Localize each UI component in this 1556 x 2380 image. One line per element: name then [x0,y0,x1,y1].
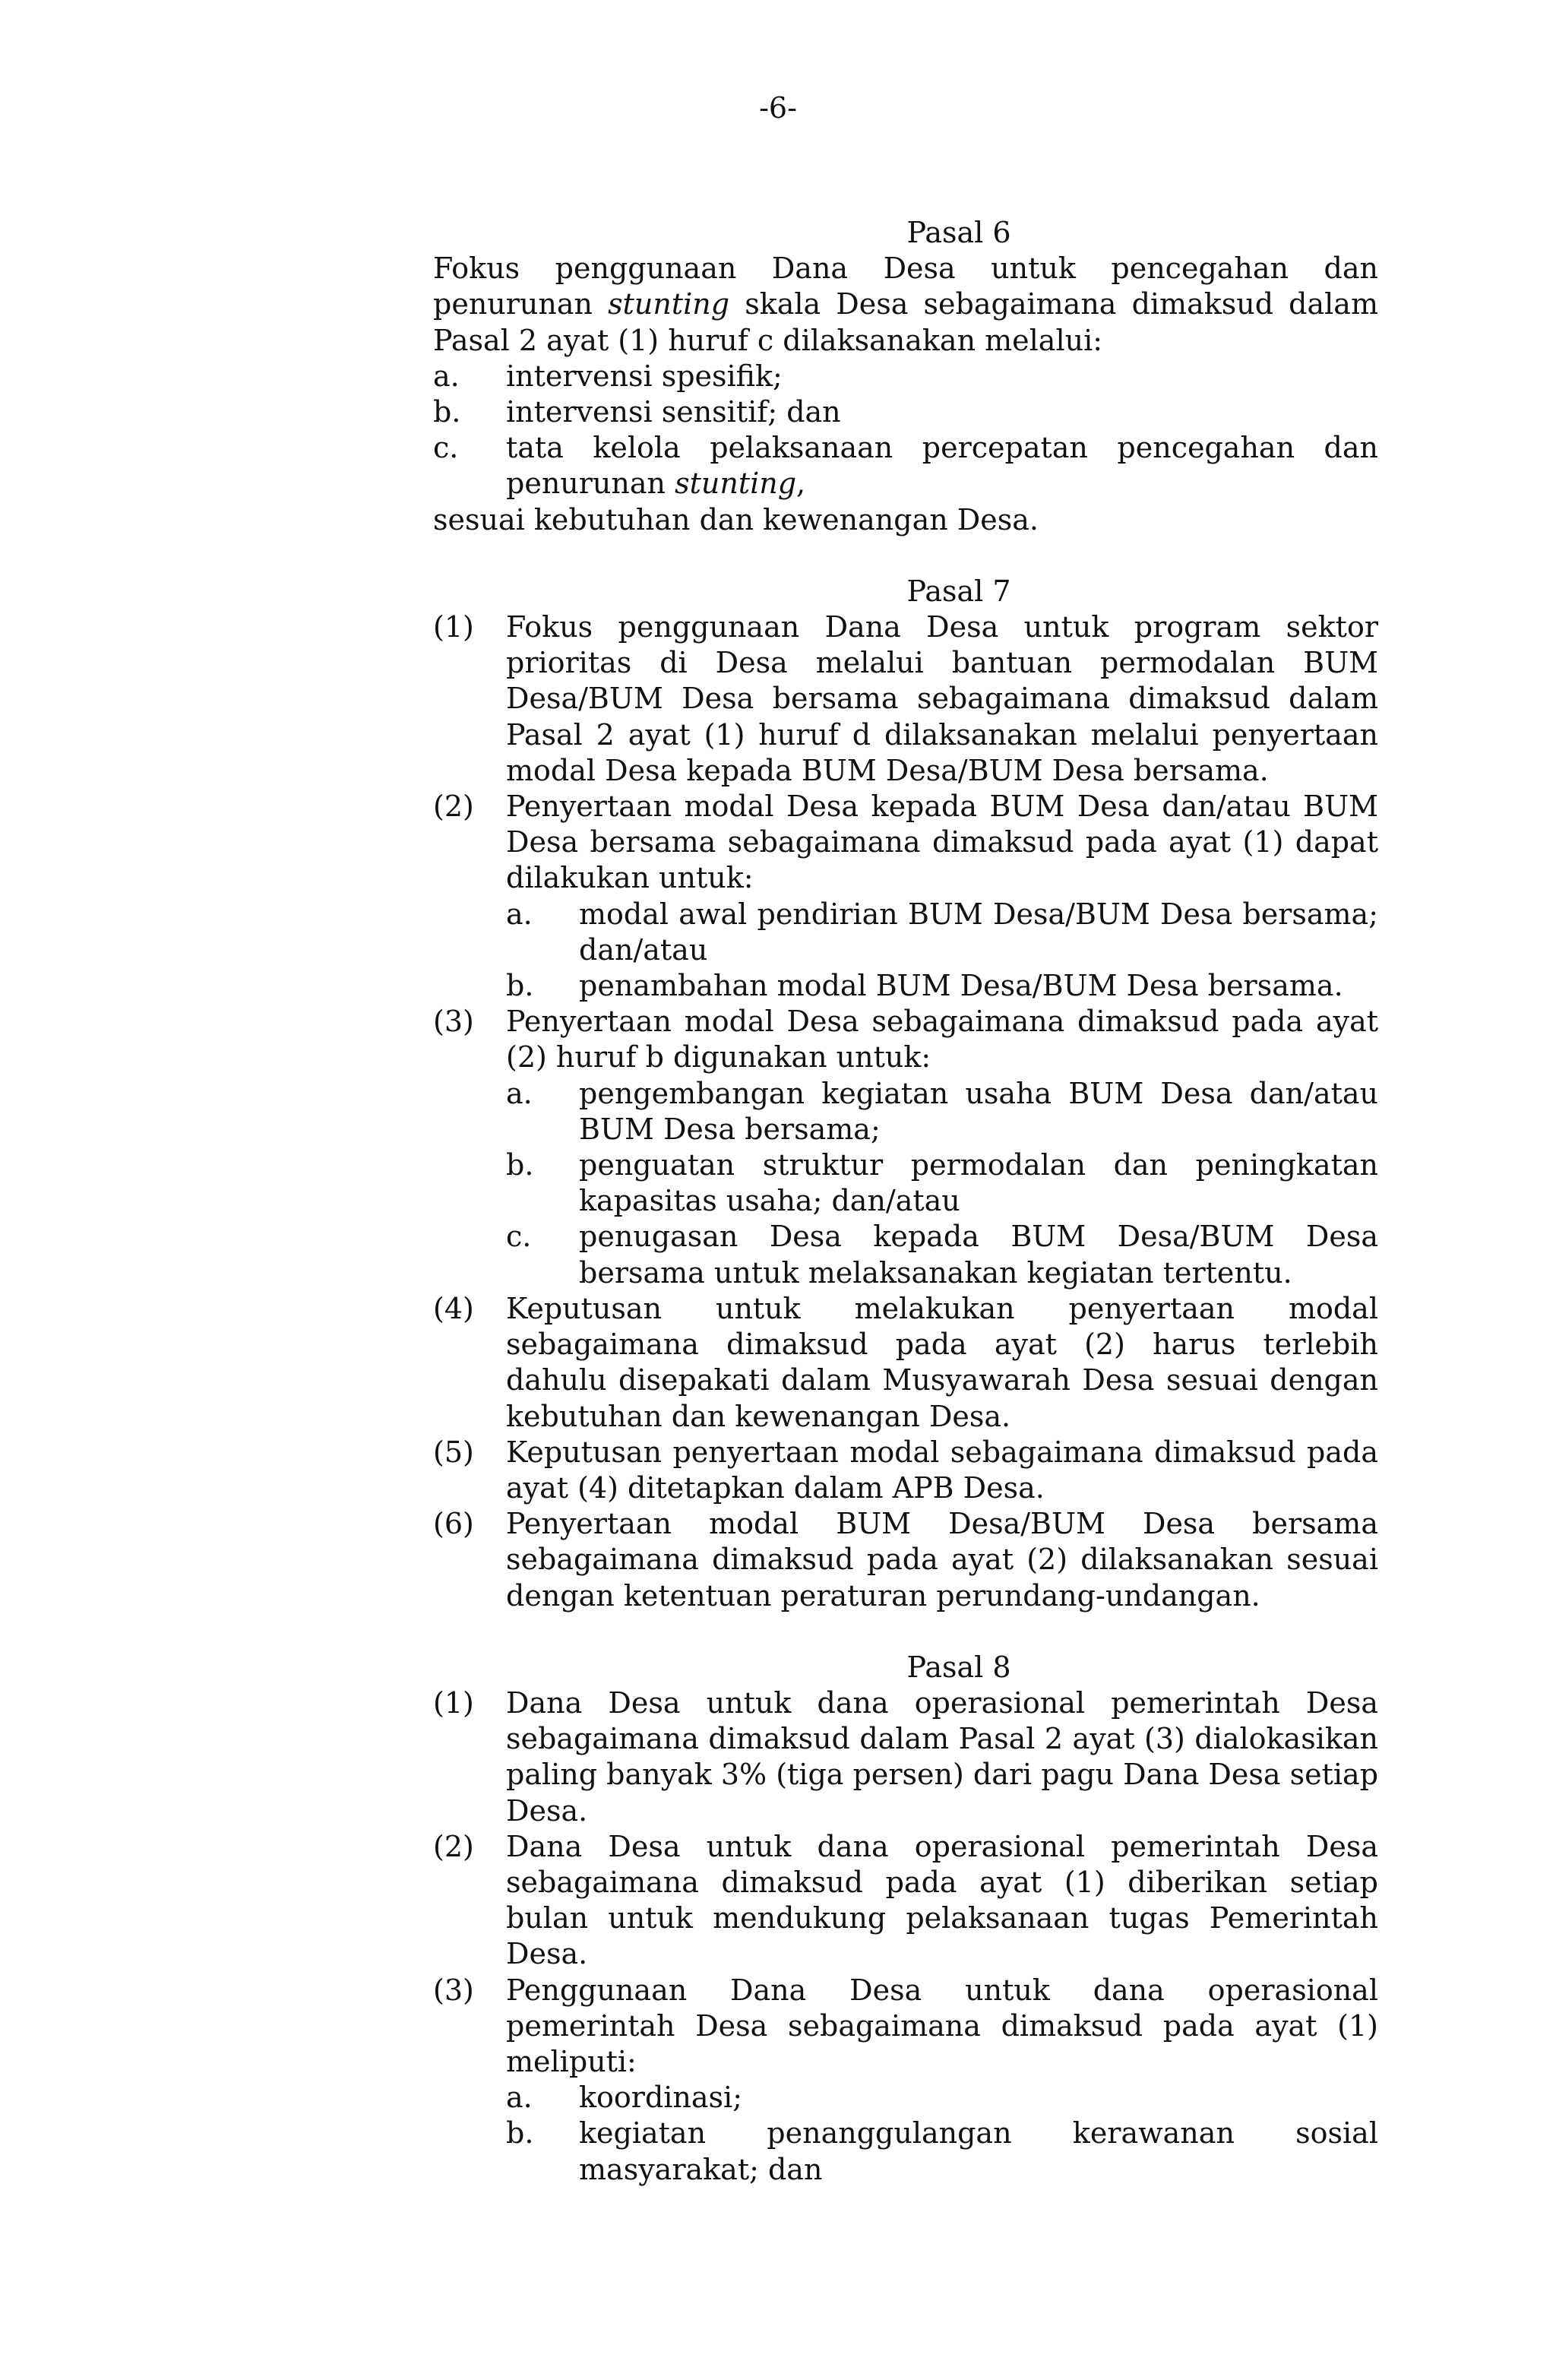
ayat-number: (3) [433,1005,474,1039]
list-item [506,897,1378,968]
ayat-number: (2) [433,790,474,824]
ayat-text: Dana Desa untuk dana operasional pemerintah Desa sebagaimana dimaksud dalam Pasal 2 ayat (3) dialokasikan paling banyak 3% (tiga persen) dari pagu Dana Desa setiap Desa. [506,1685,1379,1828]
item-text: pengembangan kegiatan usaha BUM Desa dan/atau BUM Desa bersama; [579,1076,1378,1146]
intro-text-part: penurunan [433,287,609,321]
ayat-content [506,1004,1378,1291]
item-text: modal awal pendirian BUM Desa/BUM Desa bersama; dan/atau [579,897,1378,967]
pasal-6-title: Pasal 6 [906,216,1011,249]
item-italic-term: stunting [675,467,797,501]
item-label: b. [506,1148,534,1182]
ayat-text: Keputusan untuk melakukan penyertaan modal sebagaimana dimaksud pada ayat (2) harus terlebih dahulu disepakati dalam Musyawarah Desa sesuai dengan kebutuhan dan kewenangan Desa. [506,1291,1378,1433]
pasal-6-intro-line-1: Fokus penggunaan Dana Desa untuk pencegahan dan [433,252,1378,286]
intro-text-part: skala Desa sebagaimana dimaksud dalam [729,287,1378,321]
item-text: koordinasi; [579,2081,743,2115]
pasal-6-intro-line-3: Pasal 2 ayat (1) huruf c dilaksanakan melalui: [433,323,1103,357]
item-label: a. [506,897,533,931]
list-item [433,394,1378,430]
ayat-content [506,789,1378,1004]
ayat-item [433,1973,1378,2188]
pasal-7-title: Pasal 7 [906,574,1011,608]
ayat-item [433,1829,1378,1973]
ayat-item [433,789,1378,1004]
ayat-number: (3) [433,1973,474,2007]
ayat-number: (5) [433,1435,474,1469]
list-item [506,968,1378,1004]
item-label: a. [433,359,460,393]
item-label: a. [506,1076,533,1110]
ayat-number: (6) [433,1507,474,1541]
ayat-item [433,609,1378,789]
ayat-text: Penggunaan Dana Desa untuk dana operasional pemerintah Desa sebagaimana dimaksud pada ayat (1) meliputi: [506,1973,1378,2078]
ayat-item [433,1291,1378,1435]
item-label: b. [433,395,461,429]
page-number: -6- [759,91,797,125]
intro-italic-term: stunting [608,287,730,321]
ayat-item [433,1004,1378,1291]
list-item [506,1219,1378,1290]
ayat-text: Penyertaan modal BUM Desa/BUM Desa bersama sebagaimana dimaksud pada ayat (2) dilaksanakan sesuai dengan ketentuan peraturan perundang-undangan. [506,1507,1378,1613]
ayat-number: (1) [433,1685,474,1720]
item-text-part: , [796,467,806,501]
item-text: kegiatan penanggulangan kerawanan sosial masyarakat; dan [579,2116,1378,2186]
item-text: penguatan struktur permodalan dan peningkatan kapasitas usaha; dan/atau [579,1148,1378,1218]
list-item [506,2116,1378,2187]
ayat-text: Keputusan penyertaan modal sebagaimana dimaksud pada ayat (4) ditetapkan dalam APB Desa. [506,1435,1378,1505]
ayat-text: Penyertaan modal Desa sebagaimana dimaksud pada ayat (2) huruf b digunakan untuk: [506,1005,1378,1074]
ayat-number: (2) [433,1829,474,1863]
ayat-text: Fokus penggunaan Dana Desa untuk program sektor prioritas di Desa melalui bantuan permodalan BUM Desa/BUM Desa bersama sebagaimana dimaksud dalam Pasal 2 ayat (1) huruf d dilaksanakan melalui penyertaan modal Desa kepada BUM Desa/BUM Desa bersama. [506,610,1378,787]
item-text: intervensi sensitif; dan [506,395,841,429]
ayat-text: Dana Desa untuk dana operasional pemerintah Desa sebagaimana dimaksud pada ayat (1) diberikan setiap bulan untuk mendukung pelaksanaan tugas Pemerintah Desa. [506,1829,1378,1971]
item-label: c. [433,431,459,465]
ayat-number: (1) [433,610,474,644]
pasal-6-intro-line-2 [433,286,1378,322]
item-text [506,430,1378,502]
pasal-8-title: Pasal 8 [906,1650,1011,1684]
list-item [506,1147,1378,1219]
list-item [506,1076,1378,1147]
item-label: b. [506,2116,534,2151]
ayat-item [433,1506,1378,1614]
item-label: c. [506,1220,532,1254]
pasal-6-closing: sesuai kebutuhan dan kewenangan Desa. [433,502,1039,536]
document-body [433,215,1378,2188]
list-item [506,2080,1378,2116]
item-label: b. [506,969,534,1003]
item-text: penugasan Desa kepada BUM Desa/BUM Desa bersama untuk melaksanakan kegiatan tertentu. [579,1220,1378,1290]
ayat-content [506,1973,1378,2188]
list-item [433,430,1378,502]
ayat-item [433,1435,1378,1506]
pasal-6-intro [433,251,1378,359]
ayat-text: Penyertaan modal Desa kepada BUM Desa dan/atau BUM Desa bersama sebagaimana dimaksud pada ayat (1) dapat dilakukan untuk: [506,790,1378,895]
ayat-item [433,1685,1378,1829]
item-text-line: tata kelola pelaksanaan percepatan pencegahan dan [506,431,1378,465]
item-text: penambahan modal BUM Desa/BUM Desa bersama. [579,969,1343,1003]
item-text-part: penurunan [506,467,675,501]
ayat-number: (4) [433,1291,474,1325]
item-label: a. [506,2081,533,2115]
list-item [433,359,1378,394]
item-text: intervensi spesifik; [506,359,783,393]
